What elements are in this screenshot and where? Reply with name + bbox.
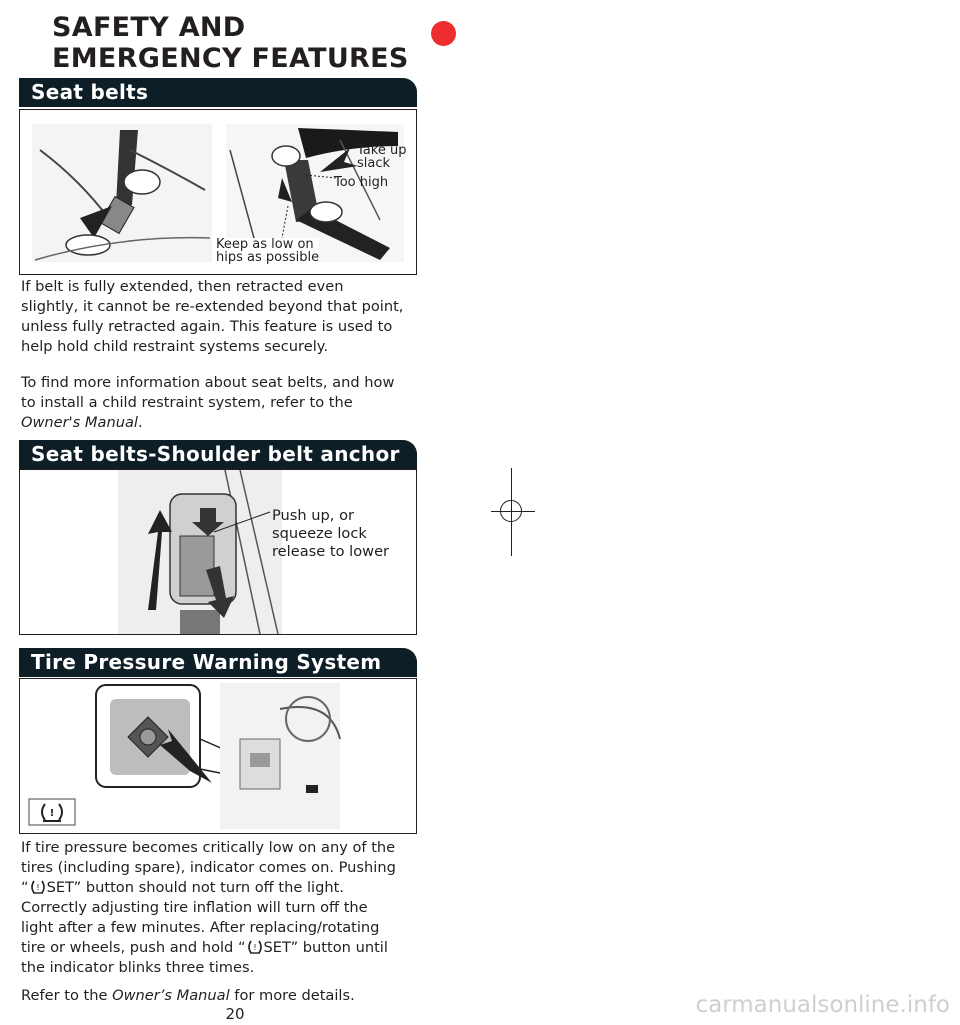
callout-line: Push up, or [272, 507, 355, 524]
callout-take-up-line2: slack [357, 156, 391, 171]
page-number: 20 [225, 1005, 245, 1023]
text-line [21, 878, 421, 898]
text-line [21, 413, 421, 433]
callout-too-high: Too high [334, 175, 389, 190]
callout-line: squeeze lock [272, 525, 367, 542]
owners-manual-reference: Owner’s Manual [112, 987, 230, 1004]
text-segment: Refer to the [21, 987, 113, 1004]
section-title-shoulder-anchor: Seat belts-Shoulder belt anchor [31, 442, 400, 466]
section-banner-tpws [19, 648, 417, 677]
tpws-figure [19, 678, 417, 834]
set-button-text: SET” button should not turn off the light. [46, 879, 344, 896]
owners-manual-reference: Owner's Manual [21, 414, 138, 431]
svg-text:!: ! [252, 943, 257, 952]
page-title [52, 12, 409, 74]
svg-text:!: ! [35, 883, 40, 892]
seat-belts-paragraph-2 [21, 373, 421, 433]
page-title-line1: SAFETY AND [52, 12, 246, 43]
period: . [137, 414, 143, 431]
seat-belts-paragraph-1 [21, 277, 421, 357]
text-line: unless fully retracted again. This feature is used to [21, 318, 393, 335]
section-title-seat-belts: Seat belts [31, 80, 149, 104]
registration-mark-circle [500, 500, 522, 522]
callout-take-up-slack [357, 144, 406, 170]
tpws-illustration [20, 679, 416, 833]
text-line: tires (including spare), indicator comes on. Pushing [21, 859, 396, 876]
callout-keep-low-line2: hips as possible [216, 250, 320, 265]
tpws-paragraph [21, 838, 421, 978]
text-line [21, 938, 421, 958]
callout-take-up-line1: Take up [357, 143, 407, 158]
seat-belts-figure [19, 109, 417, 275]
text-line: the indicator blinks three times. [21, 959, 255, 976]
svg-text:!: ! [49, 808, 55, 819]
text-line [21, 986, 421, 1006]
tire-pressure-icon [29, 880, 47, 894]
text-line: slightly, it cannot be re-extended beyond that point, [21, 298, 404, 315]
text-line: help hold child restraint systems securely. [21, 338, 328, 355]
section-banner-shoulder-anchor [19, 440, 417, 469]
section-title-tpws: Tire Pressure Warning System [31, 650, 382, 674]
callout-keep-low-line1: Keep as low on [216, 237, 314, 252]
quote-open: “ [21, 879, 29, 896]
text-line: to install a child restraint system, refer to the [21, 394, 353, 411]
watermark: carmanualsonline.info [695, 992, 950, 1018]
text-line: To find more information about seat belts, and how [21, 374, 395, 391]
tire-pressure-icon [246, 940, 264, 954]
shoulder-anchor-figure [19, 469, 417, 635]
text-line: If tire pressure becomes critically low on any of the [21, 839, 396, 856]
text-segment: tire or wheels, push and hold “ [21, 939, 246, 956]
text-line: If belt is fully extended, then retracted even [21, 278, 344, 295]
callout-push-up [272, 507, 389, 561]
tpws-refer [21, 986, 421, 1006]
set-button-text: SET” button until [263, 939, 388, 956]
text-line: light after a few minutes. After replacing/rotating [21, 919, 380, 936]
text-line: Correctly adjusting tire inflation will turn off the [21, 899, 368, 916]
callout-keep-low [216, 238, 319, 264]
section-banner-seat-belts [19, 78, 417, 107]
text-segment: for more details. [229, 987, 355, 1004]
red-tab-marker [431, 21, 456, 46]
page-title-line2: EMERGENCY FEATURES [52, 43, 409, 74]
callout-line: release to lower [272, 543, 390, 560]
